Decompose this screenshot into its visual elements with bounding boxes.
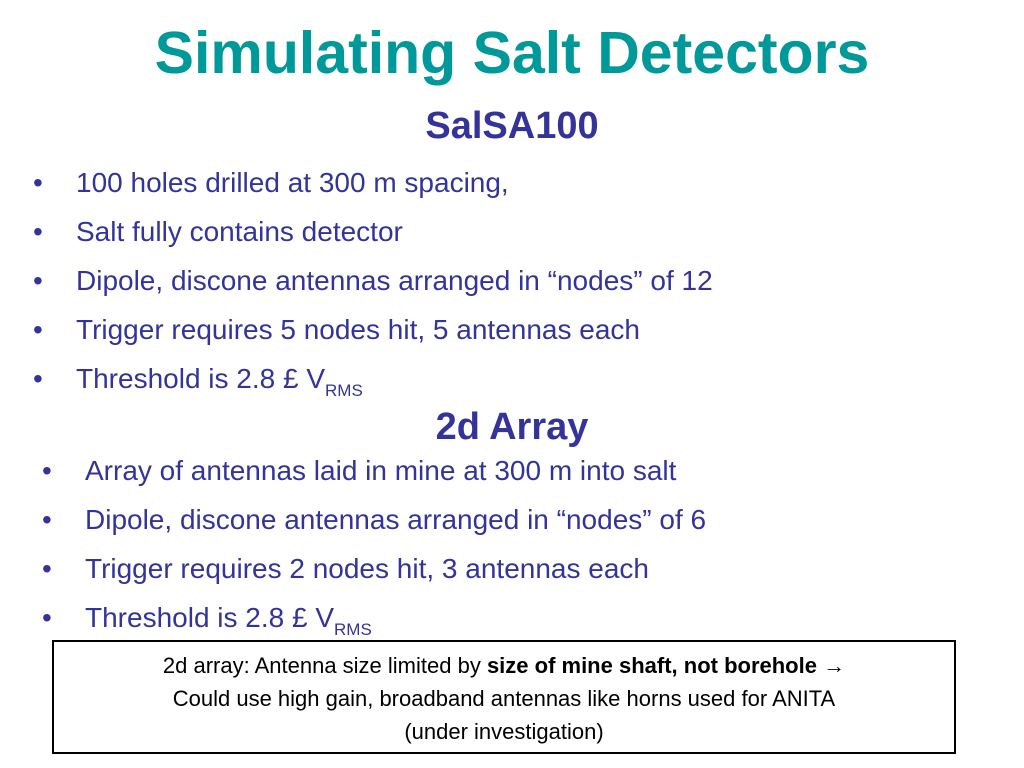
bullet-icon: • (42, 455, 52, 486)
bullet-icon: • (42, 504, 52, 535)
note-line-1 (54, 649, 954, 682)
array-heading: 2d Array (435, 406, 589, 448)
arrow-icon: → (816, 653, 846, 678)
threshold-text: Threshold is 2.8 £ V (85, 602, 335, 633)
note-line-2: Could use high gain, broadband antennas like horns used for ANITA (172, 686, 836, 711)
threshold-subscript: RMS (325, 381, 363, 400)
threshold-text: Threshold is 2.8 £ V (76, 363, 326, 394)
bullet-icon: • (33, 167, 43, 198)
note-line-3: (under investigation) (404, 719, 604, 744)
bullet-icon: • (33, 314, 43, 345)
note-box (52, 640, 956, 754)
bullet-text: Dipole, discone antennas arranged in “nodes” of 6 (85, 504, 707, 535)
note-prefix: 2d array: Antenna size limited by (162, 653, 487, 678)
salsa-heading: SalSA100 (425, 105, 599, 147)
threshold-subscript: RMS (334, 620, 372, 639)
bullet-text: Trigger requires 5 nodes hit, 5 antennas each (76, 314, 640, 345)
bullet-text: Dipole, discone antennas arranged in “nodes” of 12 (76, 265, 713, 296)
bullet-text: Array of antennas laid in mine at 300 m into salt (85, 455, 677, 486)
note-bold-text: size of mine shaft, not borehole (486, 653, 817, 678)
bullet-icon: • (33, 363, 43, 394)
bullet-icon: • (42, 553, 52, 584)
bullet-text-threshold (76, 361, 363, 409)
bullet-icon: • (42, 602, 52, 633)
bullet-text: 100 holes drilled at 300 m spacing, (76, 167, 509, 198)
bullet-text: Trigger requires 2 nodes hit, 3 antennas each (85, 553, 649, 584)
bullet-icon: • (33, 216, 43, 247)
bullet-icon: • (33, 265, 43, 296)
bullet-text: Salt fully contains detector (76, 216, 403, 247)
slide-title: Simulating Salt Detectors (154, 20, 870, 86)
